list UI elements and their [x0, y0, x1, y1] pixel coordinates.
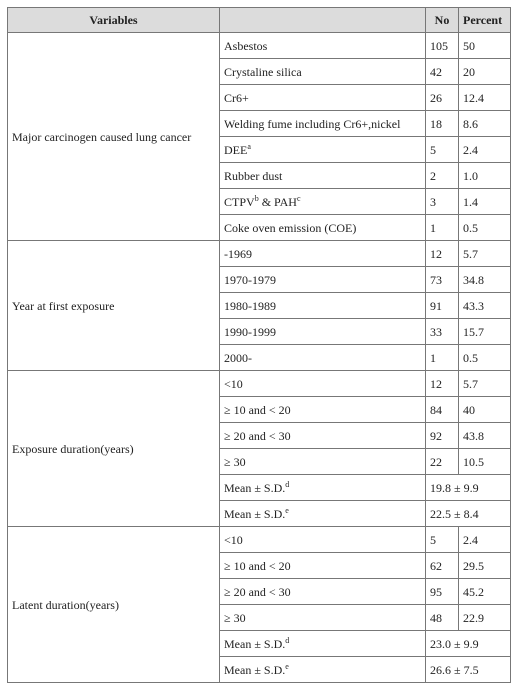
- percent-cell: 0.5: [459, 345, 511, 371]
- count-cell: 73: [426, 267, 459, 293]
- data-table: [7, 7, 511, 683]
- item-text: Asbestos: [224, 38, 268, 53]
- count-cell: 84: [426, 397, 459, 423]
- count-cell: 12: [426, 241, 459, 267]
- mean-sd-value: 22.5 ± 8.4: [426, 501, 511, 527]
- item-cell: [220, 293, 426, 319]
- item-text: Mean ± S.D.: [224, 636, 286, 651]
- percent-cell: 2.4: [459, 527, 511, 553]
- count-cell: 3: [426, 189, 459, 215]
- item-text: ≥ 10 and < 20: [224, 558, 291, 573]
- mean-sd-value: 19.8 ± 9.9: [426, 475, 511, 501]
- count-cell: 42: [426, 59, 459, 85]
- mean-sd-value: 26.6 ± 7.5: [426, 657, 511, 683]
- item-text: DEE: [224, 142, 248, 157]
- item-text: & PAH: [258, 194, 297, 209]
- item-cell: [220, 449, 426, 475]
- item-cell: [220, 553, 426, 579]
- count-cell: 33: [426, 319, 459, 345]
- table-row: [8, 527, 511, 553]
- item-text: 2000-: [224, 350, 252, 365]
- percent-cell: 43.3: [459, 293, 511, 319]
- count-cell: 2: [426, 163, 459, 189]
- percent-cell: 1.4: [459, 189, 511, 215]
- item-cell: [220, 501, 426, 527]
- percent-cell: 12.4: [459, 85, 511, 111]
- item-cell: [220, 579, 426, 605]
- table-row: [8, 33, 511, 59]
- item-text: CTPV: [224, 194, 255, 209]
- item-text: 1990-1999: [224, 324, 276, 339]
- count-cell: 92: [426, 423, 459, 449]
- percent-cell: 5.7: [459, 371, 511, 397]
- item-text: Mean ± S.D.: [224, 662, 286, 677]
- item-cell: [220, 137, 426, 163]
- footnote-mark: d: [285, 479, 290, 489]
- item-cell: [220, 215, 426, 241]
- item-text: ≥ 10 and < 20: [224, 402, 291, 417]
- item-cell: [220, 371, 426, 397]
- footnote-mark: e: [285, 505, 289, 515]
- item-cell: [220, 475, 426, 501]
- group-label: Year at first exposure: [8, 241, 220, 371]
- footnote-mark: e: [285, 661, 289, 671]
- item-text: Rubber dust: [224, 168, 283, 183]
- item-text: Coke oven emission (COE): [224, 220, 357, 235]
- percent-cell: 2.4: [459, 137, 511, 163]
- table-row: [8, 371, 511, 397]
- item-text: ≥ 30: [224, 610, 246, 625]
- item-cell: [220, 85, 426, 111]
- item-text: <10: [224, 532, 243, 547]
- item-cell: [220, 345, 426, 371]
- footnote-mark: b: [254, 193, 259, 203]
- count-cell: 26: [426, 85, 459, 111]
- item-text: -1969: [224, 246, 252, 261]
- count-cell: 1: [426, 345, 459, 371]
- group-label: Latent duration(years): [8, 527, 220, 683]
- count-cell: 12: [426, 371, 459, 397]
- count-cell: 5: [426, 137, 459, 163]
- percent-cell: 29.5: [459, 553, 511, 579]
- percent-cell: 20: [459, 59, 511, 85]
- footnote-mark: d: [285, 635, 290, 645]
- item-cell: [220, 267, 426, 293]
- header-percent: Percent: [459, 8, 511, 33]
- percent-cell: 1.0: [459, 163, 511, 189]
- percent-cell: 0.5: [459, 215, 511, 241]
- item-text: Crystaline silica: [224, 64, 302, 79]
- item-cell: [220, 241, 426, 267]
- item-cell: [220, 631, 426, 657]
- percent-cell: 43.8: [459, 423, 511, 449]
- percent-cell: 22.9: [459, 605, 511, 631]
- item-text: Cr6+: [224, 90, 249, 105]
- item-text: 1980-1989: [224, 298, 276, 313]
- percent-cell: 5.7: [459, 241, 511, 267]
- percent-cell: 15.7: [459, 319, 511, 345]
- item-text: ≥ 20 and < 30: [224, 428, 291, 443]
- item-cell: [220, 59, 426, 85]
- count-cell: 22: [426, 449, 459, 475]
- item-cell: [220, 189, 426, 215]
- table-row: [8, 241, 511, 267]
- count-cell: 62: [426, 553, 459, 579]
- item-text: ≥ 20 and < 30: [224, 584, 291, 599]
- item-cell: [220, 657, 426, 683]
- item-cell: [220, 111, 426, 137]
- item-text: Mean ± S.D.: [224, 480, 286, 495]
- count-cell: 48: [426, 605, 459, 631]
- count-cell: 105: [426, 33, 459, 59]
- percent-cell: 8.6: [459, 111, 511, 137]
- group-label: Exposure duration(years): [8, 371, 220, 527]
- footnote-mark: c: [296, 193, 301, 203]
- count-cell: 5: [426, 527, 459, 553]
- header-variables: Variables: [8, 8, 220, 33]
- mean-sd-value: 23.0 ± 9.9: [426, 631, 511, 657]
- count-cell: 95: [426, 579, 459, 605]
- item-cell: [220, 527, 426, 553]
- header-no: No: [426, 8, 459, 33]
- count-cell: 91: [426, 293, 459, 319]
- percent-cell: 34.8: [459, 267, 511, 293]
- item-text: Mean ± S.D.: [224, 506, 286, 521]
- item-cell: [220, 397, 426, 423]
- footnote-mark: a: [247, 141, 251, 151]
- percent-cell: 45.2: [459, 579, 511, 605]
- item-text: <10: [224, 376, 243, 391]
- count-cell: 1: [426, 215, 459, 241]
- item-cell: [220, 163, 426, 189]
- table-body: [8, 33, 511, 683]
- count-cell: 18: [426, 111, 459, 137]
- percent-cell: 10.5: [459, 449, 511, 475]
- header-item: [220, 8, 426, 33]
- percent-cell: 40: [459, 397, 511, 423]
- header-row: [8, 8, 511, 33]
- item-cell: [220, 319, 426, 345]
- item-cell: [220, 423, 426, 449]
- item-cell: [220, 605, 426, 631]
- item-text: Welding fume including Cr6+,nickel: [224, 116, 401, 131]
- item-cell: [220, 33, 426, 59]
- group-label: Major carcinogen caused lung cancer: [8, 33, 220, 241]
- item-text: ≥ 30: [224, 454, 246, 469]
- item-text: 1970-1979: [224, 272, 276, 287]
- percent-cell: 50: [459, 33, 511, 59]
